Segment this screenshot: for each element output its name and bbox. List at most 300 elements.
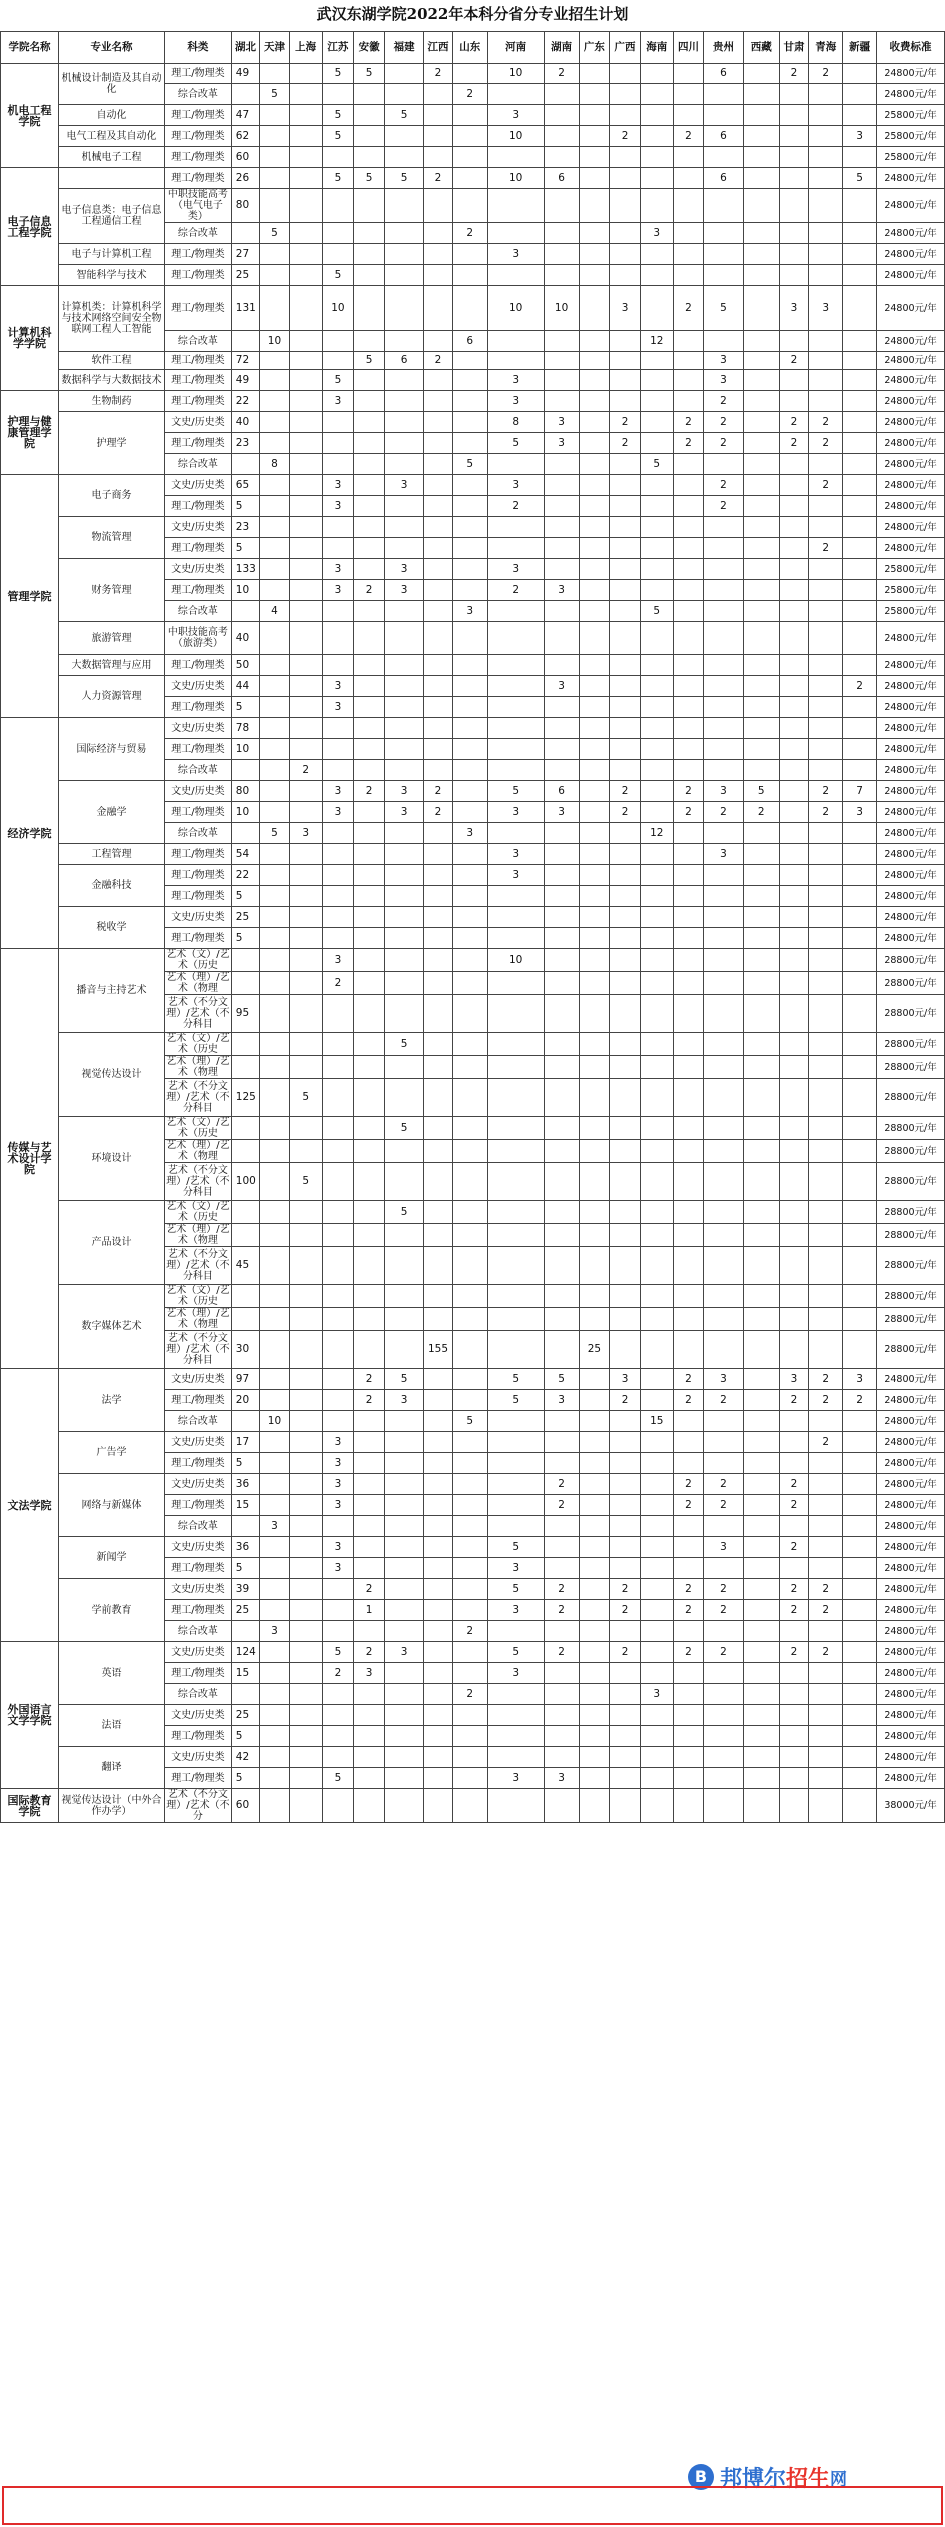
major-name: 视觉传达设计（中外合作办学） [58,1789,164,1823]
province-quota [322,1726,354,1747]
province-quota [743,1390,779,1411]
province-quota [354,1140,385,1163]
province-quota [452,1369,487,1390]
province-quota [452,1201,487,1224]
province-quota [544,1308,579,1331]
province-quota [579,1579,610,1600]
tuition-fee: 25800元/年 [877,105,945,126]
province-quota [673,1453,704,1474]
province-quota [779,1079,809,1117]
province-quota [673,1516,704,1537]
province-quota [260,1453,290,1474]
province-quota [779,781,809,802]
province-quota [322,907,354,928]
province-quota [322,244,354,265]
province-quota [843,559,877,580]
province-quota [322,718,354,739]
province-quota [704,1453,743,1474]
province-quota [260,781,290,802]
province-quota: 15 [640,1411,673,1432]
province-quota [673,697,704,718]
province-quota [260,126,290,147]
school-name: 经济学院 [1,718,59,949]
province-quota [354,718,385,739]
province-quota [424,655,452,676]
province-quota [354,972,385,995]
province-quota [231,760,259,781]
province-quota [384,1224,423,1247]
province-quota [743,168,779,189]
province-quota [289,739,322,760]
province-quota [743,995,779,1033]
province-quota [779,84,809,105]
province-quota [610,865,641,886]
tuition-fee: 24800元/年 [877,844,945,865]
table-row [1,1285,945,1308]
province-quota [354,433,385,454]
province-quota: 2 [673,286,704,331]
province-quota [779,168,809,189]
column-header: 河南 [487,32,544,64]
province-quota: 3 [487,802,544,823]
category: 综合改革 [165,823,232,844]
province-quota: 80 [231,781,259,802]
province-quota [610,1558,641,1579]
province-quota [743,412,779,433]
province-quota [289,655,322,676]
province-quota [452,352,487,370]
province-quota [487,1453,544,1474]
province-quota [843,517,877,538]
province-quota [260,886,290,907]
province-quota [743,622,779,655]
province-quota [289,1432,322,1453]
category: 理工/物理类 [165,739,232,760]
province-quota [231,1516,259,1537]
province-quota [579,189,610,223]
province-quota [424,1247,452,1285]
column-header: 四川 [673,32,704,64]
school-name: 护理与健康管理学院 [1,391,59,475]
province-quota: 3 [322,391,354,412]
province-quota [743,865,779,886]
province-quota: 2 [452,1621,487,1642]
province-quota: 2 [673,1600,704,1621]
province-quota: 10 [260,1411,290,1432]
province-quota [322,189,354,223]
province-quota: 2 [843,1390,877,1411]
province-quota [640,1726,673,1747]
province-quota: 2 [673,802,704,823]
tuition-fee: 28800元/年 [877,1079,945,1117]
province-quota [452,1079,487,1117]
province-quota [260,147,290,168]
province-quota: 7 [843,781,877,802]
province-quota: 2 [452,1684,487,1705]
province-quota [640,697,673,718]
province-quota [260,391,290,412]
province-quota [354,1516,385,1537]
province-quota: 2 [354,1642,385,1663]
province-quota [673,391,704,412]
major-name: 金融学 [58,781,164,844]
province-quota [384,1768,423,1789]
province-quota: 5 [452,454,487,475]
category: 文史/历史类 [165,718,232,739]
province-quota: 3 [704,352,743,370]
province-quota [640,412,673,433]
province-quota [544,760,579,781]
province-quota [289,147,322,168]
province-quota: 2 [610,433,641,454]
province-quota [673,718,704,739]
category: 文史/历史类 [165,1705,232,1726]
province-quota [354,1079,385,1117]
province-quota [640,1537,673,1558]
province-quota [384,1579,423,1600]
category: 理工/物理类 [165,655,232,676]
province-quota [743,1369,779,1390]
province-quota: 3 [544,412,579,433]
province-quota [260,1056,290,1079]
province-quota [673,454,704,475]
province-quota [809,1224,843,1247]
province-quota [579,1600,610,1621]
province-quota [704,1117,743,1140]
province-quota [809,622,843,655]
province-quota [610,1516,641,1537]
province-quota: 2 [452,223,487,244]
province-quota [673,865,704,886]
province-quota: 5 [322,1642,354,1663]
major-name: 工程管理 [58,844,164,865]
province-quota [610,1056,641,1079]
province-quota [544,995,579,1033]
province-quota [809,1558,843,1579]
province-quota [452,1537,487,1558]
province-quota: 5 [354,64,385,84]
province-quota [452,105,487,126]
tuition-fee: 24800元/年 [877,1663,945,1684]
table-row [1,105,945,126]
province-quota [452,1495,487,1516]
province-quota [384,655,423,676]
province-quota [779,454,809,475]
tuition-fee: 24800元/年 [877,412,945,433]
province-quota [809,739,843,760]
province-quota [544,189,579,223]
province-quota [289,865,322,886]
province-quota [322,1516,354,1537]
province-quota [260,412,290,433]
province-quota [743,286,779,331]
province-quota [452,1390,487,1411]
province-quota: 2 [354,580,385,601]
province-quota: 3 [322,1453,354,1474]
province-quota [260,475,290,496]
province-quota [779,331,809,352]
province-quota: 5 [704,286,743,331]
tuition-fee: 24800元/年 [877,1411,945,1432]
province-quota [452,126,487,147]
province-quota: 10 [322,286,354,331]
category: 理工/物理类 [165,168,232,189]
school-name: 管理学院 [1,475,59,718]
province-quota [487,928,544,949]
category: 文史/历史类 [165,559,232,580]
province-quota: 3 [544,1390,579,1411]
province-quota [704,1516,743,1537]
province-quota: 5 [289,1163,322,1201]
province-quota [843,1558,877,1579]
table-row [1,1369,945,1390]
province-quota [289,265,322,286]
province-quota [260,1247,290,1285]
province-quota [640,475,673,496]
tuition-fee: 24800元/年 [877,1369,945,1390]
province-quota [579,454,610,475]
province-quota: 2 [704,412,743,433]
province-quota [260,517,290,538]
province-quota [452,391,487,412]
province-quota [231,1308,259,1331]
province-quota [640,126,673,147]
tuition-fee: 24800元/年 [877,391,945,412]
province-quota [610,1308,641,1331]
province-quota [673,1684,704,1705]
major-name: 生物制药 [58,391,164,412]
province-quota [354,559,385,580]
province-quota [424,1558,452,1579]
province-quota: 5 [384,1033,423,1056]
province-quota [843,105,877,126]
province-quota [610,1247,641,1285]
province-quota [809,676,843,697]
province-quota: 3 [487,475,544,496]
province-quota [704,907,743,928]
tuition-fee: 24800元/年 [877,655,945,676]
province-quota: 5 [487,1642,544,1663]
province-quota [487,739,544,760]
province-quota [452,1663,487,1684]
province-quota [579,1247,610,1285]
province-quota: 5 [487,1390,544,1411]
enrollment-plan-table [0,31,945,1823]
province-quota [260,697,290,718]
province-quota [424,907,452,928]
province-quota [544,907,579,928]
province-quota: 2 [673,1474,704,1495]
tuition-fee: 28800元/年 [877,995,945,1033]
province-quota [704,223,743,244]
category: 艺术（理）/艺术（物理 [166,1056,230,1078]
province-quota: 2 [809,1579,843,1600]
province-quota [673,1621,704,1642]
province-quota [673,475,704,496]
table-row [1,949,945,972]
province-quota [743,475,779,496]
province-quota [424,1537,452,1558]
province-quota [640,84,673,105]
province-quota [809,1411,843,1432]
province-quota: 3 [322,781,354,802]
province-quota [843,1033,877,1056]
province-quota [354,412,385,433]
province-quota [260,1537,290,1558]
province-quota [384,601,423,622]
province-quota [579,995,610,1033]
province-quota: 2 [610,781,641,802]
province-quota [809,1201,843,1224]
province-quota [424,475,452,496]
province-quota [424,1684,452,1705]
province-quota [673,580,704,601]
province-quota [322,886,354,907]
column-header: 山东 [452,32,487,64]
province-quota [843,1726,877,1747]
province-quota [610,1453,641,1474]
province-quota [610,1789,641,1823]
category: 理工/物理类 [165,352,232,370]
province-quota: 2 [673,412,704,433]
province-quota [640,655,673,676]
category: 理工/物理类 [165,928,232,949]
category: 理工/物理类 [165,1558,232,1579]
province-quota: 3 [384,781,423,802]
province-quota [452,1056,487,1079]
province-quota [544,517,579,538]
province-quota [809,391,843,412]
province-quota [704,823,743,844]
province-quota [779,601,809,622]
province-quota [384,412,423,433]
province-quota [544,718,579,739]
province-quota [452,496,487,517]
province-quota [260,352,290,370]
province-quota [610,928,641,949]
province-quota [384,928,423,949]
province-quota: 2 [779,1537,809,1558]
province-quota [779,1453,809,1474]
province-quota [487,1495,544,1516]
province-quota [743,352,779,370]
province-quota [579,823,610,844]
category: 综合改革 [165,1411,232,1432]
province-quota: 2 [809,538,843,559]
province-quota [354,105,385,126]
province-quota: 12 [640,823,673,844]
province-quota: 5 [843,168,877,189]
province-quota [743,1079,779,1117]
province-quota [610,697,641,718]
province-quota [487,1247,544,1285]
province-quota [452,697,487,718]
province-quota: 5 [384,1201,423,1224]
province-quota [579,949,610,972]
province-quota [610,64,641,84]
table-row [1,370,945,391]
province-quota [843,538,877,559]
province-quota [452,907,487,928]
province-quota: 95 [231,995,259,1033]
province-quota [260,1390,290,1411]
province-quota [289,475,322,496]
province-quota [743,676,779,697]
province-quota: 3 [487,1600,544,1621]
province-quota [354,265,385,286]
province-quota: 2 [544,64,579,84]
province-quota [544,972,579,995]
province-quota [843,1056,877,1079]
province-quota [452,760,487,781]
province-quota [743,1247,779,1285]
province-quota: 3 [322,676,354,697]
province-quota [640,1579,673,1600]
province-quota [544,1247,579,1285]
province-quota [579,1684,610,1705]
province-quota [743,126,779,147]
province-quota [579,1056,610,1079]
tuition-fee: 28800元/年 [877,1285,945,1308]
table-row [1,1201,945,1224]
province-quota [424,1768,452,1789]
province-quota [452,244,487,265]
province-quota [743,655,779,676]
province-quota [579,475,610,496]
province-quota [289,496,322,517]
province-quota [779,1516,809,1537]
province-quota [809,454,843,475]
province-quota [322,1684,354,1705]
province-quota [704,580,743,601]
province-quota [779,1285,809,1308]
tuition-fee: 24800元/年 [877,286,945,331]
province-quota [289,601,322,622]
province-quota [579,412,610,433]
province-quota [260,972,290,995]
province-quota: 3 [322,1537,354,1558]
province-quota [843,1684,877,1705]
tuition-fee: 24800元/年 [877,454,945,475]
province-quota [487,538,544,559]
tuition-fee: 24800元/年 [877,1684,945,1705]
province-quota [809,1495,843,1516]
province-quota [544,147,579,168]
province-quota [610,1224,641,1247]
province-quota [289,1558,322,1579]
province-quota [579,760,610,781]
province-quota [843,1163,877,1201]
province-quota [289,1390,322,1411]
province-quota: 3 [843,1369,877,1390]
province-quota [610,1768,641,1789]
province-quota [452,1140,487,1163]
province-quota [843,1600,877,1621]
province-quota [743,147,779,168]
province-quota [743,223,779,244]
province-quota [354,1684,385,1705]
province-quota [544,844,579,865]
province-quota [544,697,579,718]
category: 理工/物理类 [165,286,232,331]
province-quota [843,412,877,433]
province-quota [322,223,354,244]
province-quota [452,972,487,995]
province-quota [384,1056,423,1079]
column-header: 上海 [289,32,322,64]
school-name: 国际教育学院 [1,1789,59,1823]
province-quota [579,907,610,928]
